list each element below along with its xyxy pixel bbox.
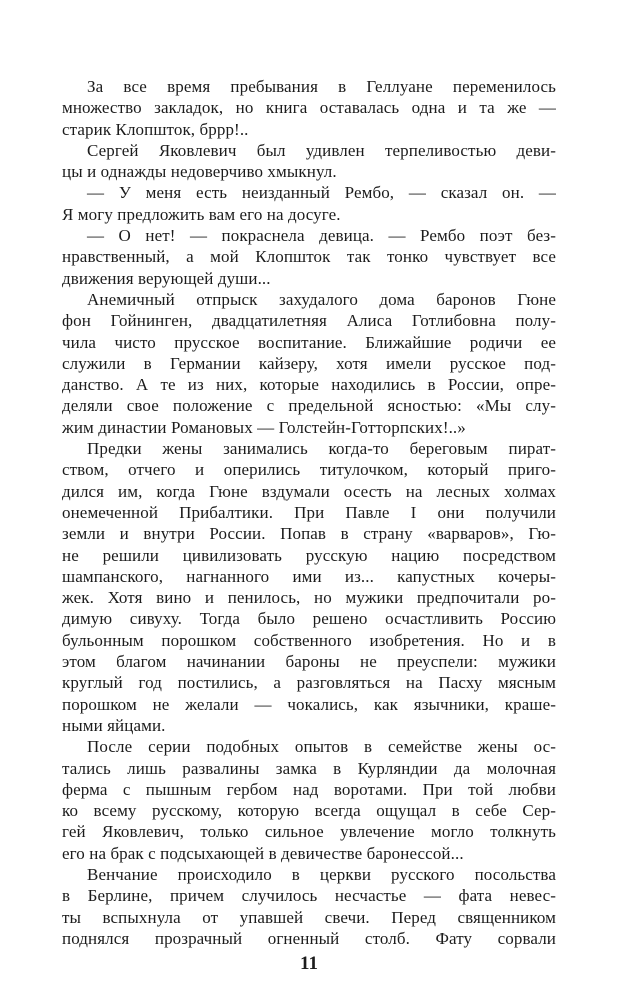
text-line: Венчание происходило в церкви русского посольства [87, 864, 556, 884]
text-line: жек. Хотя вино и пенилось, но мужики предпочитали ро- [62, 588, 556, 608]
text-line: тались лишь развалины замка в Курляндии да молочная [62, 758, 556, 778]
text-line: ты вспыхнула от упавшей свечи. Перед священником [62, 907, 556, 927]
text-line: цы и однажды недоверчиво хмыкнул. [62, 162, 337, 182]
text-line: в Берлине, причем случилось несчастье — фата невес- [62, 886, 556, 906]
text-line: жим династии Романовых — Голстейн-Готторпских!..» [62, 417, 466, 437]
text-line: данство. А те из них, которые находились в России, опре- [62, 375, 556, 395]
text-line: Я могу предложить вам его на досуге. [62, 204, 341, 224]
text-line: нравственный, а мой Клопшток так тонко чувствует все [62, 247, 556, 267]
text-line: дился им, когда Гюне вздумали осесть на лесных холмах [62, 481, 556, 501]
text-line: множество закладок, но книга оставалась одна и та же — [62, 98, 556, 118]
text-line: гей Яковлевич, только сильное увлечение могло толкнуть [62, 822, 556, 842]
text-line: деляли свое положение с предельной ясностью: «Мы слу- [62, 396, 556, 416]
text-line: его на брак с подсыхающей в девичестве баронессой... [62, 843, 464, 863]
text-line: бульонным порошком собственного изобретения. Но и в [62, 630, 556, 650]
text-line: ством, отчего и оперились титулочком, который приго- [62, 460, 556, 480]
text-line: служили в Германии кайзеру, хотя имели русское под- [62, 353, 556, 373]
text-line: чила чисто прусское воспитание. Ближайшие родичи ее [62, 332, 556, 352]
page-number: 11 [300, 953, 318, 974]
text-line: — У меня есть неизданный Рембо, — сказал он. — [87, 183, 556, 203]
text-line: круглый год постились, а разговляться на Пасху мясным [62, 673, 556, 693]
text-line: Анемичный отпрыск захудалого дома баронов Гюне [87, 289, 556, 309]
text-line: После серии подобных опытов в семействе жены ос- [87, 737, 556, 757]
text-line: старик Клопшток, бррр!.. [62, 119, 249, 139]
page-text [62, 76, 556, 949]
text-line: земли и внутри России. Попав в страну «варваров», Гю- [62, 524, 556, 544]
text-line: ферма с пышным гербом над воротами. При той любви [62, 779, 556, 799]
text-line: шампанского, нагнанного ими из... капустных кочеры- [62, 566, 556, 586]
text-line: онемеченной Прибалтики. При Павле I они получили [62, 502, 556, 522]
text-line: фон Гойнинген, двадцатилетняя Алиса Готлибовна полу- [62, 311, 556, 331]
text-line: ными яйцами. [62, 715, 166, 735]
text-line: Сергей Яковлевич был удивлен терпеливостью деви- [87, 140, 556, 160]
text-line: движения верующей души... [62, 268, 271, 288]
text-line: поднялся прозрачный огненный столб. Фату сорвали [62, 928, 556, 948]
text-line: За все время пребывания в Геллуане переменилось [87, 77, 556, 96]
text-line: Предки жены занимались когда-то береговым пират- [87, 439, 556, 459]
text-line: не решили цивилизовать русскую нацию посредством [62, 545, 556, 565]
text-line: порошком не желали — чокались, как язычники, краше- [62, 694, 556, 714]
text-line: ко всему русскому, которую всегда ощущал в себе Сер- [62, 801, 556, 821]
text-line: — О нет! — покраснела девица. — Рембо поэт без- [87, 226, 556, 246]
text-line: этом благом начинании бароны не преуспели: мужики [62, 652, 556, 672]
text-line: димую сивуху. Тогда было решено осчастливить Россию [62, 609, 556, 629]
